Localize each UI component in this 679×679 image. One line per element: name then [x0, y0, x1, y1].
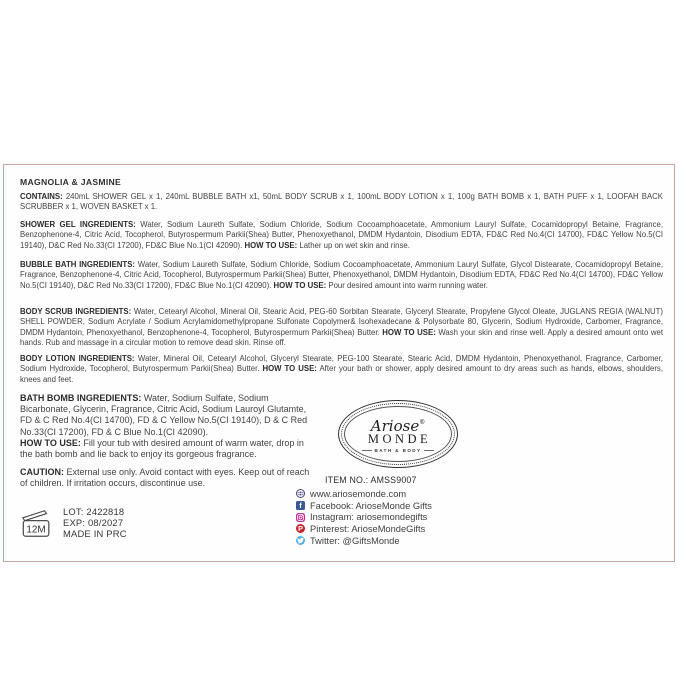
social-row-website — [296, 488, 432, 500]
tagline-rule-left — [362, 450, 372, 451]
section-ingredients: Water, Cetearyl Alcohol, Mineral Oil, Stearic Acid, PEG-60 Sorbitan Stearate, Glyceryl Stearate, Propylene Glycol Oleate, JUGLANS REGIA (WALNUT) SHELL POWDER, Sodium Acrylate / Sodium Acrylamidomethylpropane Sulfonate Copolymer& Isohexadecane & Polysorbate 80, Glycerin, Sodium Hydroxide, Carbomer, Fragrance, DMDM Hydantoin, Phenoxyethanol, Benzophenone-4, Tocopherol, Butyrospermum Parkii(Shea) Butter. — [20, 307, 663, 337]
brand-name-caps: MONDE — [367, 432, 432, 446]
how-to-use-text: Fill your tub with desired amount of warm water, drop in the bath bomb and lie back to enjoy its gorgeous fragrance. — [20, 437, 304, 460]
twitter-icon — [296, 536, 305, 545]
country-of-origin: MADE IN PRC — [63, 528, 127, 539]
section-ingredients: Water, Sodium Laureth Sulfate, Sodium Chloride, Sodium Cocoamphoacetate, Ammonium Lauryl Sulfate, Glycol Distearate, Cocamidopropyl Betaine, Fragrance, Benzophenone-4, Citric Acid, Tocopherol, Butyrospermum Parkii(Shea) Butter, Phenoxyethanol, DMDM Hydantoin, Disodium EDTA, FD&C Red No.4(CI 14700), FD&C Yellow No.5(CI 19140), D&C Red No.33(CI 17200), FD&C Blue No.1(CI 42090). — [20, 260, 663, 290]
pinterest-icon: P — [297, 524, 303, 534]
brand-name-script — [371, 416, 425, 433]
social-row-facebook — [296, 500, 432, 512]
instagram-text: Instagram: ariosemondegifts — [310, 512, 428, 523]
how-to-use-heading: HOW TO USE: — [273, 280, 327, 290]
registered-mark: ® — [419, 419, 426, 426]
brand-logo — [338, 400, 458, 468]
caution-paragraph — [20, 467, 318, 489]
tagline-text: BATH & BODY — [374, 448, 422, 453]
tagline-rule-right — [424, 450, 434, 451]
section-heading: SHOWER GEL INGREDIENTS: — [20, 220, 136, 229]
shower-gel-section — [20, 220, 663, 251]
section-ingredients: Water, Mineral Oil, Cetearyl Alcohol, Glyceryl Stearate, PEG-100 Stearate, Stearic Acid, DMDM Hydantoin, Phenoxyethanol, Fragrance, Carbomer, Sodium Hydroxide, Tocopherol, Butyrospermum Parkii(Shea) Butter. — [20, 354, 663, 374]
section-ingredients: Water, Sodium Laureth Sulfate, Sodium Chloride, Sodium Cocoamphoacetate, Ammonium Lauryl Sulfate, Cocamidopropyl Betaine, Fragrance, Benzophenone-4, Citric Acid, Tocopherol, Butyrospermum Parkii(Shea) Butter, Phenoxyethanol, DMDM Hydantoin, Disodium EDTA, FD&C Red No.4(CI 14700), FD&C Yellow No.5(CI 19140), D&C Red No.33(CI 17200), FD&C Blue No.1(CI 42090). — [20, 220, 663, 250]
logo-inner-oval — [344, 406, 452, 462]
bubble-bath-section — [20, 260, 663, 291]
bath-bomb-ingredients — [20, 393, 318, 438]
section-heading: BODY SCRUB INGREDIENTS: — [20, 307, 132, 316]
how-to-use-heading: HOW TO USE: — [262, 364, 317, 374]
svg-text:12M: 12M — [26, 524, 46, 536]
social-row-twitter — [296, 535, 432, 547]
bath-bomb-section — [20, 393, 318, 460]
period-after-opening-icon — [20, 508, 54, 539]
social-row-pinterest — [296, 523, 432, 535]
item-number: ITEM NO.: AMSS9007 — [325, 475, 417, 485]
how-to-use-heading: HOW TO USE: — [244, 240, 298, 250]
batch-info — [20, 506, 127, 539]
how-to-use-heading: HOW TO USE: — [382, 327, 436, 337]
pinterest-text: Pinterest: ArioseMondeGifts — [310, 523, 426, 534]
product-title: MAGNOLIA & JASMINE — [20, 177, 122, 187]
batch-text — [63, 506, 127, 539]
expiry-date: EXP: 08/2027 — [63, 517, 124, 528]
logo-dotted-oval — [341, 403, 455, 465]
section-heading: BODY LOTION INGREDIENTS: — [20, 354, 135, 363]
facebook-text: Facebook: ArioseMonde Gifts — [310, 500, 432, 511]
bath-bomb-how-to-use — [20, 438, 318, 460]
body-lotion-section — [20, 354, 663, 385]
website-text: www.ariosemonde.com — [310, 488, 407, 499]
section-heading: BUBBLE BATH INGREDIENTS: — [20, 260, 135, 269]
social-links — [296, 488, 432, 546]
body-scrub-section — [20, 307, 663, 349]
contains-text: 240mL SHOWER GEL x 1, 240mL BUBBLE BATH x1, 50mL BODY SCRUB x 1, 100mL BODY LOTION x 1, 100g BATH BOMB x 1, BATH PUFF x 1, LOOFAH BACK SCRUBBER x 1, WOVEN BASKET x 1. — [20, 192, 663, 212]
how-to-use-text: After your bath or shower, apply desired amount to dry areas such as hands, elbows, shoulders, knees and feet. — [20, 364, 663, 384]
facebook-icon: f — [296, 501, 305, 510]
how-to-use-text: Pour desired amount into warm running water. — [326, 280, 488, 290]
twitter-text: Twitter: @GiftsMonde — [310, 535, 400, 546]
how-to-use-text: Wash your skin and rinse well. Apply a desired amount onto wet hands. Rub and massage in a circular motion to remove dead skin. Rinse off. — [20, 327, 663, 348]
logo-outer-oval — [338, 400, 458, 468]
lot-number: LOT: 2422818 — [63, 506, 125, 517]
how-to-use-heading: HOW TO USE: — [20, 437, 81, 448]
globe-icon — [296, 489, 305, 498]
section-ingredients: Water, Sodium Sulfate, Sodium Bicarbonate, Glycerin, Fragrance, Citric Acid, Sodium Lauroyl Glutamte, FD & C Red No.4(CI 14700), FD & C Yellow No.5(CI 19140), D & C Red No.33(CI 17200), FD & C Blue No.1(CI 42090). — [20, 393, 308, 437]
caution-heading: CAUTION: — [20, 467, 64, 477]
brand-name: Ariose — [370, 417, 420, 435]
social-row-instagram — [296, 511, 432, 523]
product-back-label — [3, 164, 675, 562]
contains-heading: CONTAINS: — [20, 192, 63, 201]
instagram-icon — [296, 513, 305, 522]
how-to-use-text: Lather up on wet skin and rinse. — [297, 240, 410, 250]
contains-paragraph — [20, 192, 663, 213]
brand-tagline — [362, 448, 435, 453]
caution-text: External use only. Avoid contact with eyes. Keep out of reach of children. If irritation occurs, discontinue use. — [20, 467, 310, 489]
section-heading: BATH BOMB INGREDIENTS: — [20, 393, 142, 403]
